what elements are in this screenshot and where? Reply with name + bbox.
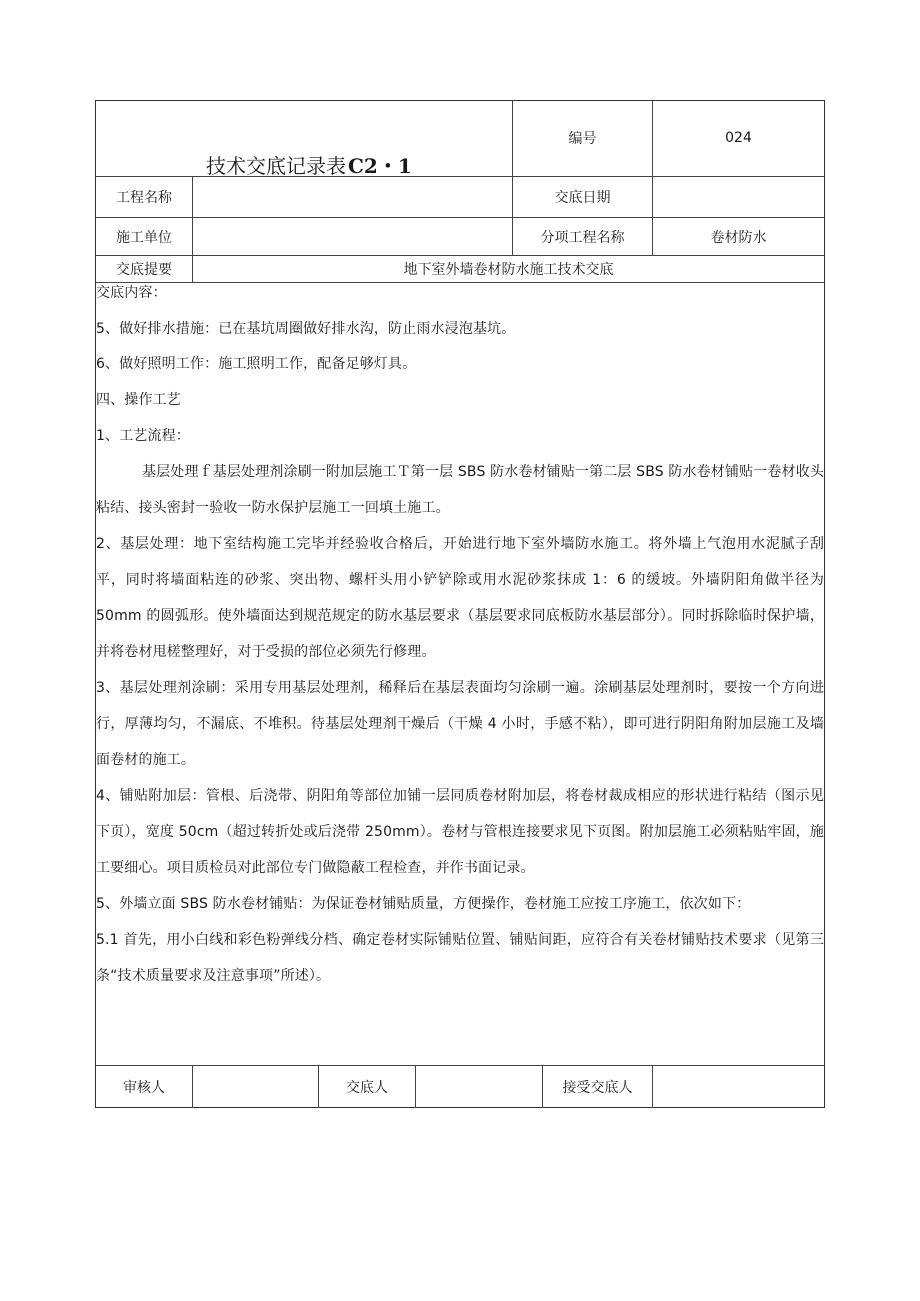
content-paragraph: 5.1 首先，用小白线和彩色粉弹线分档、确定卷材实际铺贴位置、铺贴间距，应符合有关卷材铺贴技术要求（见第三条“技术质量要求及注意事项”所述）。	[96, 932, 824, 984]
content-paragraph: 3、基层处理剂涂刷：采用专用基层处理剂，稀释后在基层表面均匀涂刷一遍。涂刷基层处理剂时，要按一个方向进行，厚薄均匀，不漏底、不堆积。待基层处理剂干燥后（干燥 4 小时，手感不粘），即可进行阴阳角附加层施工及墙面卷材的施工。	[96, 680, 824, 768]
content-paragraph: 2、基层处理：地下室结构施工完毕并经验收合格后，开始进行地下室外墙防水施工。将外墙上气泡用水泥腻子刮平，同时将墙面粘连的砂浆、突出物、螺杆头用小铲铲除或用水泥砂浆抹成 1：6 的缓坡。外墙阴阳角做半径为 50mm 的圆弧形。使外墙面达到规范规定的防水基层要求（基层要求同底板防水基层部分）。同时拆除临时保护墙，并将卷材甩槎整理好，对于受损的部位必须先行修理。	[96, 536, 824, 660]
content-paragraph: 5、外墙立面 SBS 防水卷材铺贴：为保证卷材铺贴质量，方便操作，卷材施工应按工序施工，依次如下：	[96, 896, 751, 912]
content-paragraph: 4、铺贴附加层：管根、后浇带、阴阳角等部位加铺一层同质卷材附加层，将卷材裁成相应的形状进行粘结（图示见下页），宽度 50cm（超过转折处或后浇带 250mm）。卷材与管根连接要求见下页图。附加层施工必须粘贴牢固，施工要细心。项目质检员对此部位专门做隐蔽工程检查，并作书面记录。	[96, 788, 824, 876]
receiver-label: 接受交底人	[562, 1080, 633, 1096]
presenter-field[interactable]	[416, 1066, 542, 1108]
project-name-label: 工程名称	[116, 190, 172, 206]
content-paragraph: 5、做好排水措施：已在基坑周圈做好排水沟，防止雨水浸泡基坑。	[96, 321, 516, 337]
project-name-field[interactable]	[193, 177, 512, 217]
content-paragraph: 1、工艺流程：	[96, 428, 190, 444]
handover-content	[96, 283, 824, 1058]
number-value: 024	[725, 129, 752, 146]
sub-project-value: 卷材防水	[710, 229, 767, 246]
presenter-label: 交底人	[346, 1080, 388, 1096]
title-code: C2・1	[348, 154, 412, 178]
content-paragraph: 基层处理ｆ基层处理剂涂刷一附加层施工Ｔ第一层 SBS 防水卷材铺贴一第二层 SBS 防水卷材铺贴一卷材收头粘结、接头密封一验收一防水保护层施工一回填土施工。	[96, 464, 825, 516]
summary-label: 交底提要	[116, 262, 172, 278]
content-paragraph: 6、做好照明工作：施工照明工作，配备足够灯具。	[96, 356, 417, 372]
content-paragraph: 四、操作工艺	[96, 392, 181, 408]
handover-record-table	[95, 100, 825, 1108]
document-title	[206, 150, 412, 179]
handover-date-field[interactable]	[653, 177, 824, 217]
handover-date-label: 交底日期	[554, 190, 611, 206]
construction-unit-field[interactable]	[193, 218, 512, 255]
sub-project-label: 分项工程名称	[540, 229, 625, 246]
reviewer-label: 审核人	[123, 1080, 165, 1096]
construction-unit-label: 施工单位	[116, 229, 172, 246]
receiver-field[interactable]	[653, 1066, 824, 1108]
summary-value: 地下室外墙卷材防水施工技术交底	[403, 262, 614, 278]
number-label: 编号	[568, 130, 597, 147]
title-text: 技术交底记录表	[206, 154, 346, 178]
content-heading: 交底内容：	[96, 285, 167, 301]
reviewer-field[interactable]	[193, 1066, 318, 1108]
